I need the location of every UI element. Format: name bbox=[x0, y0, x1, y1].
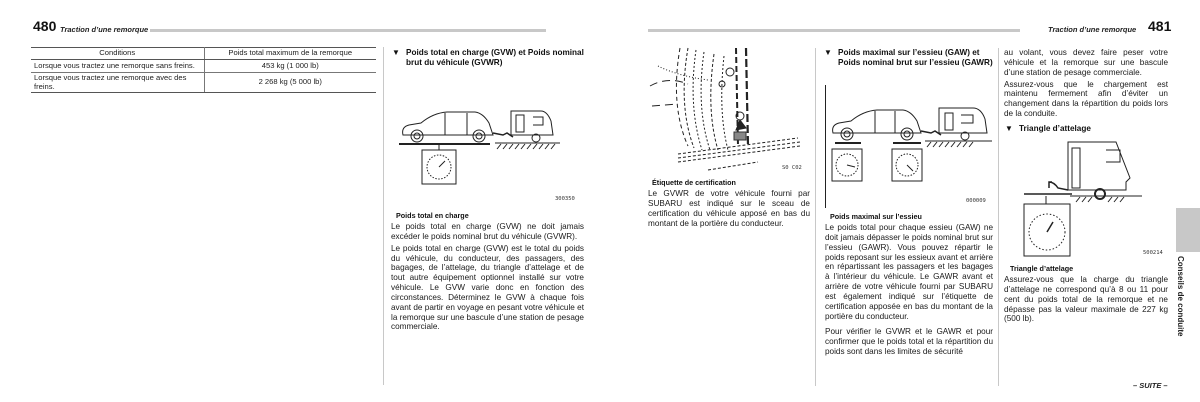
trailer-weight-table bbox=[31, 47, 376, 93]
paragraph: Assurez-vous que la charge du triangle d’attelage ne correspond qu’à 8 ou 11 pour cent du poids total de la remorque et ne dépasse pas la valeur maximale de 227 kg (500 lb). bbox=[1004, 275, 1168, 324]
certification-label-illustration bbox=[648, 46, 813, 176]
section-heading-gvw: ▼ Poids total en charge (GVW) et Poids nominal brut du véhicule (GVWR) bbox=[392, 48, 584, 68]
paragraph: Pour vérifier le GVWR et le GAWR et pour confirmer que le poids total et la répartition du poids sont dans les limites de sécurité bbox=[825, 327, 993, 357]
triangle-bullet-icon: ▼ bbox=[824, 48, 832, 57]
chapter-thumb-tab bbox=[1176, 208, 1200, 252]
table-row bbox=[31, 73, 376, 93]
trailer-body bbox=[1068, 142, 1130, 190]
car-wheel-rear bbox=[901, 128, 913, 140]
section-heading-gaw: ▼ Poids maximal sur l’essieu (GAW) et Poids nominal brut sur l’essieu (GAWR) bbox=[824, 48, 993, 68]
paragraph: Le poids total pour chaque essieu (GAW) ne doit jamais dépasser le poids nominal brut sur l’essieu (GAWR). Vous pouvez répartir le poids reposant sur les essieux avant et arrière en répartissant les passagers et les bagages à l’intérieur du véhicule. Le GAWR avant et arrière de votre véhicule fourni par SUBARU est également indiqué sur l’étiquette de certification apposée en bas du montant de la portière du conducteur. bbox=[825, 223, 993, 321]
continued-body-text bbox=[1004, 48, 1168, 121]
running-title-left: Traction d’une remorque bbox=[60, 25, 149, 34]
running-title-right: Traction d’une remorque bbox=[1048, 25, 1137, 34]
table-cell-weight: 2 268 kg (5 000 lb) bbox=[204, 73, 376, 93]
chapter-side-label: Conseils de conduite bbox=[1176, 256, 1185, 337]
car-wheel-rear bbox=[473, 130, 485, 142]
car-body bbox=[403, 112, 493, 135]
certification-label bbox=[734, 132, 746, 140]
table-cell-weight: 453 kg (1 000 lb) bbox=[204, 60, 376, 73]
gaw-illustration bbox=[827, 103, 997, 188]
paragraph: Le GVWR de votre véhicule fourni par SUBARU est indiqué sur le sceau de certification du véhicule apposé en bas du montant de la portière du conducteur. bbox=[648, 189, 810, 228]
header-rule-right bbox=[648, 29, 1020, 32]
certification-body-text bbox=[648, 189, 810, 230]
figure-caption-gaw: Poids maximal sur l’essieu bbox=[830, 212, 922, 221]
car-wheel-front bbox=[841, 128, 853, 140]
table-header-row bbox=[31, 48, 376, 60]
table-row bbox=[31, 60, 376, 73]
gvw-body-text bbox=[391, 222, 584, 334]
tongue-body-text bbox=[1004, 275, 1168, 326]
page-number-left: 480 bbox=[33, 18, 57, 34]
column-separator bbox=[383, 47, 384, 385]
paragraph: au volant, vous devez faire peser votre véhicule et la remorque sur une bascule d’une station de pesage commerciale. bbox=[1004, 48, 1168, 77]
gvw-illustration bbox=[395, 105, 570, 187]
column-separator bbox=[998, 48, 999, 386]
table-header-conditions: Conditions bbox=[31, 48, 204, 60]
trailer-body bbox=[939, 108, 987, 133]
figure-caption-tongue: Triangle d’attelage bbox=[1010, 264, 1074, 273]
header-rule-left bbox=[150, 29, 546, 32]
page-number-right: 481 bbox=[1148, 18, 1172, 34]
tongue-hitch bbox=[1049, 182, 1068, 190]
paragraph: Assurez-vous que le chargement est maintenu fermement afin d’éviter un changement dans la répartition du poids lors de la conduite. bbox=[1004, 79, 1168, 119]
hitch bbox=[493, 133, 513, 137]
figure-caption-gvw: Poids total en charge bbox=[396, 211, 469, 220]
tongue-weight-illustration bbox=[1022, 138, 1152, 260]
car-body bbox=[833, 110, 921, 133]
table-header-max-weight: Poids total maximum de la remorque bbox=[204, 48, 376, 60]
figure-code-gaw: 000009 bbox=[966, 198, 986, 204]
door-pillar bbox=[736, 48, 738, 146]
gaw-body-text bbox=[825, 223, 993, 359]
figure-caption-certification: Étiquette de certification bbox=[652, 178, 736, 187]
figure-border-line bbox=[825, 85, 826, 208]
figure-code-certification: S0 C02 bbox=[782, 165, 802, 171]
paragraph: Le poids total en charge (GVW) ne doit jamais excéder le poids nominal brut du véhicule (GVWR). bbox=[391, 222, 584, 241]
continued-footer: – SUITE – bbox=[1133, 381, 1168, 390]
figure-code-gvw: 300350 bbox=[555, 196, 575, 202]
triangle-bullet-icon: ▼ bbox=[1005, 124, 1013, 133]
triangle-bullet-icon: ▼ bbox=[392, 48, 400, 57]
paragraph: Le poids total en charge (GVW) est le total du poids du véhicule, du conducteur, des passagers, des bagages, de l’attelage, du triangle d’attelage et de tout autre équipement optionnel installé sur votre véhicule. Le GVW varie donc en fonction des circonstances. Déterminez le GVW à chaque fois avant de partir en voyage en pesant votre véhicule et la remorque sur une bascule d’une station de pesage commerciale. bbox=[391, 243, 584, 332]
table-cell-condition: Lorsque vous tractez une remorque avec des freins. bbox=[31, 73, 204, 93]
table-cell-condition: Lorsque vous tractez une remorque sans freins. bbox=[31, 60, 204, 73]
section-heading-tongue: ▼ Triangle d’attelage bbox=[1005, 124, 1091, 133]
scale-box bbox=[1024, 204, 1070, 256]
column-separator bbox=[815, 48, 816, 386]
figure-code-tongue: 500214 bbox=[1143, 250, 1163, 256]
car-wheel-front bbox=[411, 130, 423, 142]
